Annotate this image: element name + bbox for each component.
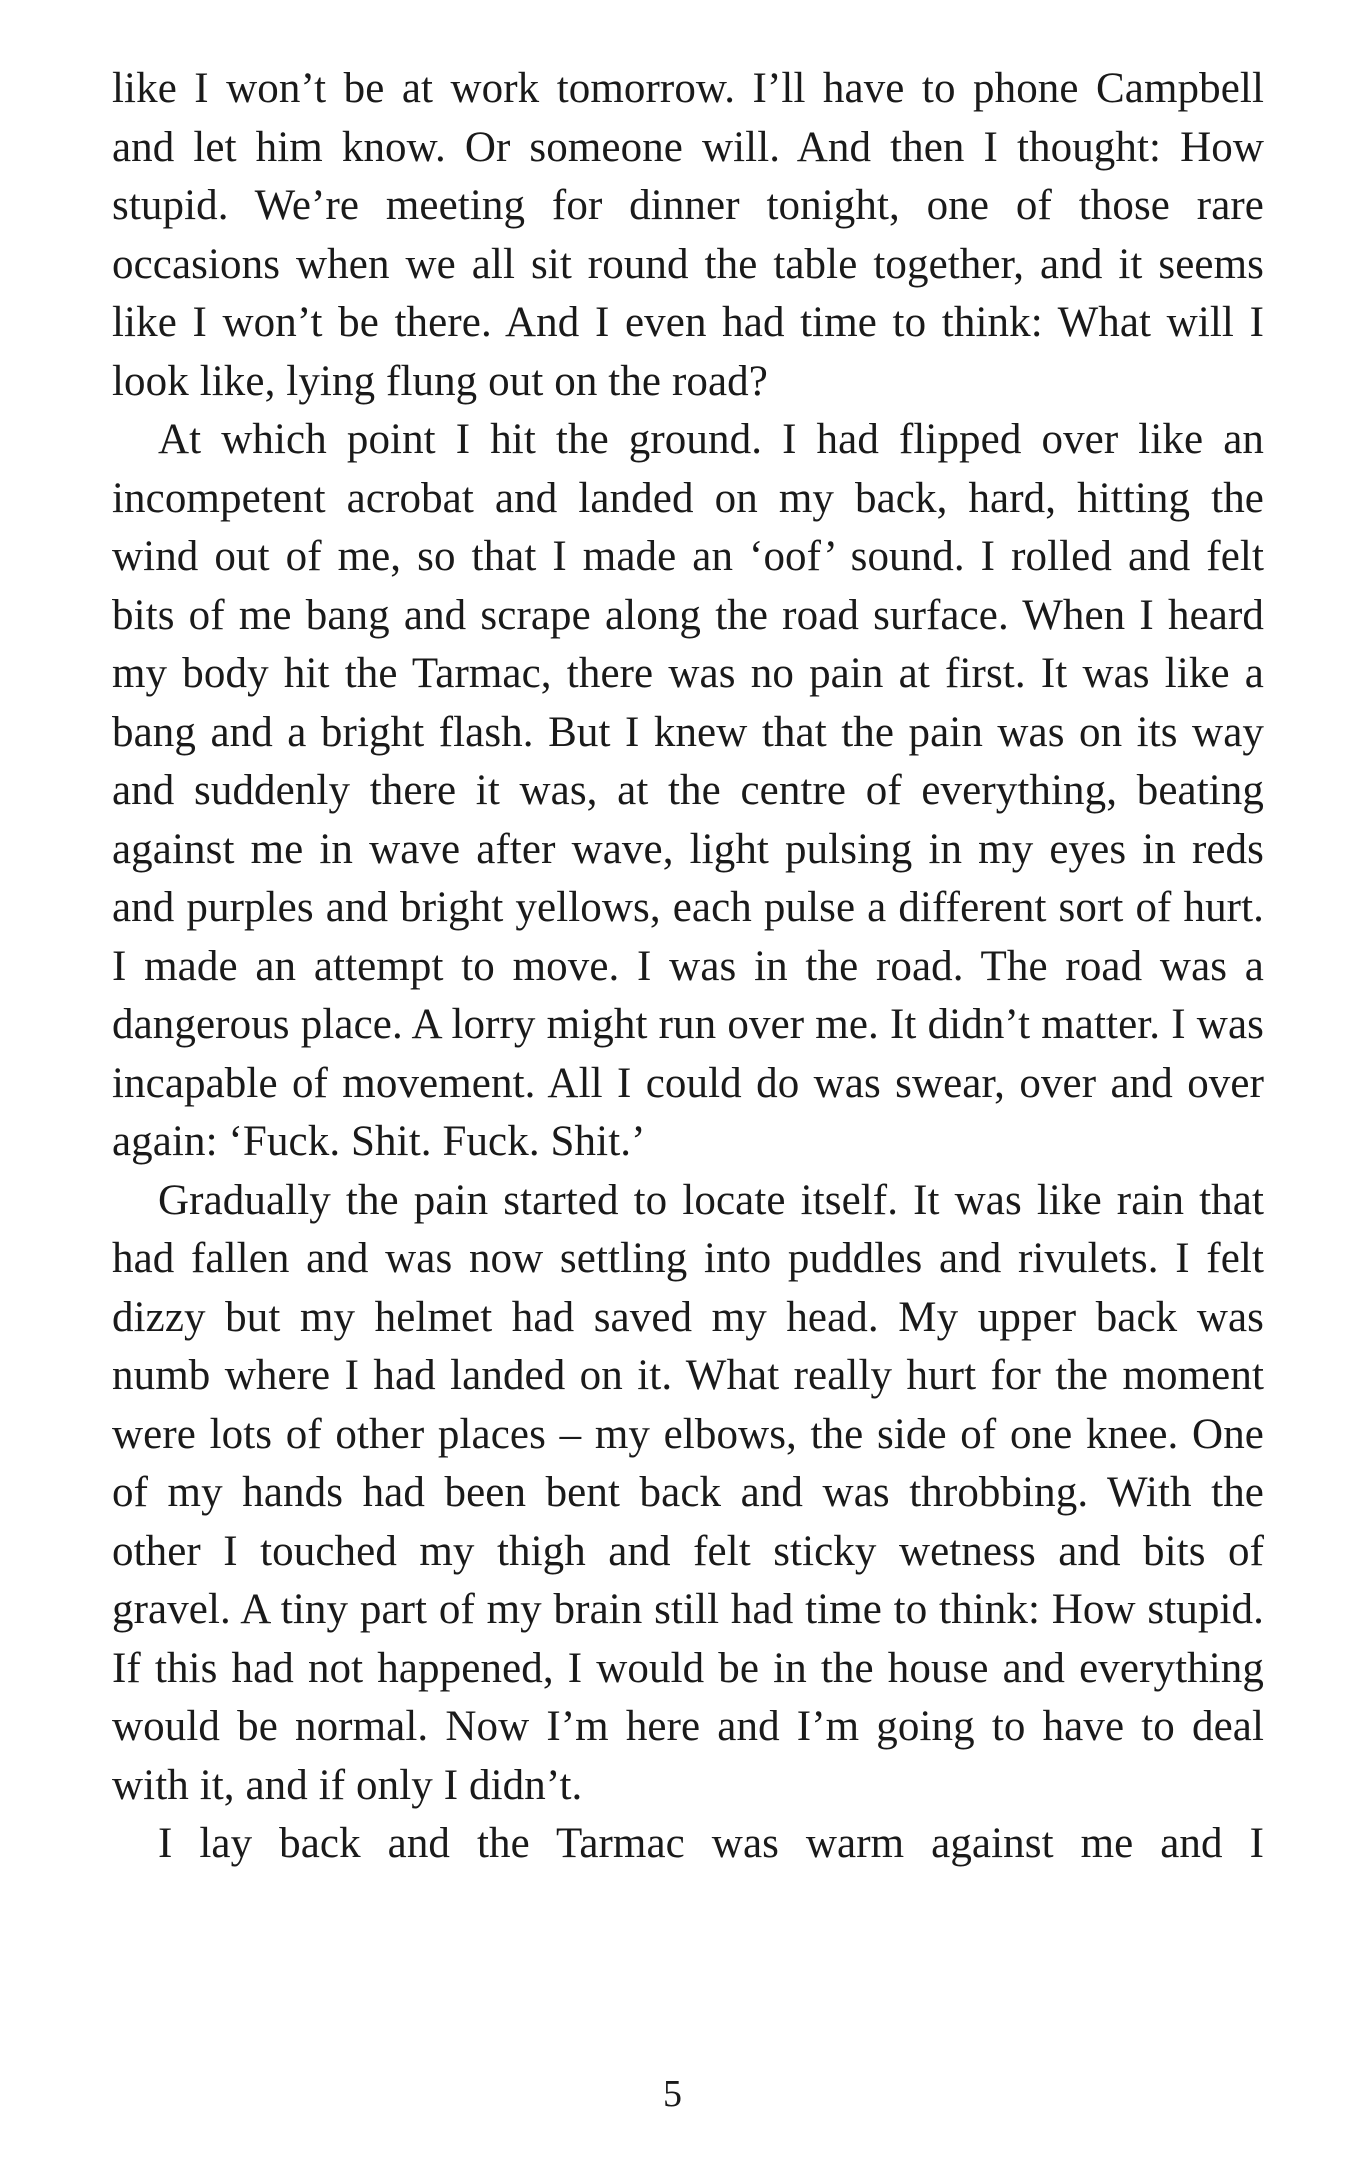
paragraph-1: like I won’t be at work tomorrow. I’ll have to phone Campbell and let him know. Or someone will. And then I thought: How stupid. We’re meeting for dinner tonight, one of those rare occasions when we all sit round the table together, and it seems like I won’t be there. And I even had time to think: What will I look like, lying flung out on the road? <box>112 65 1264 405</box>
paragraph-3: Gradually the pain started to locate itself. It was like rain that had fallen and was now settling into puddles and rivulets. I felt dizzy but my helmet had saved my head. My upper back was numb where I had landed on it. What really hurt for the moment were lots of other places – my elbows, the side of one knee. One of my hands had been bent back and was throbbing. With the other I touched my thigh and felt sticky wetness and bits of gravel. A tiny part of my brain still had time to think: How stupid. If this had not happened, I would be in the house and everything would be normal. Now I’m here and I’m going to have to deal with it, and if only I didn’t. <box>112 1176 1264 1809</box>
page-number: 5 <box>663 2073 682 2115</box>
body-text <box>112 60 1264 1874</box>
paragraph-4: I lay back and the Tarmac was warm against me and I <box>158 1820 1264 1867</box>
paragraph-2: At which point I hit the ground. I had flipped over like an incompetent acrobat and landed on my back, hard, hitting the wind out of me, so that I made an ‘oof’ sound. I rolled and felt bits of me bang and scrape along the road surface. When I heard my body hit the Tarmac, there was no pain at first. It was like a bang and a bright flash. But I knew that the pain was on its way and suddenly there it was, at the centre of everything, beating against me in wave after wave, light pulsing in my eyes in reds and purples and bright yellows, each pulse a different sort of hurt. I made an attempt to move. I was in the road. The road was a dangerous place. A lorry might run over me. It didn’t matter. I was incapable of movement. All I could do was swear, over and over again: ‘Fuck. Shit. Fuck. Shit.’ <box>112 416 1264 1165</box>
